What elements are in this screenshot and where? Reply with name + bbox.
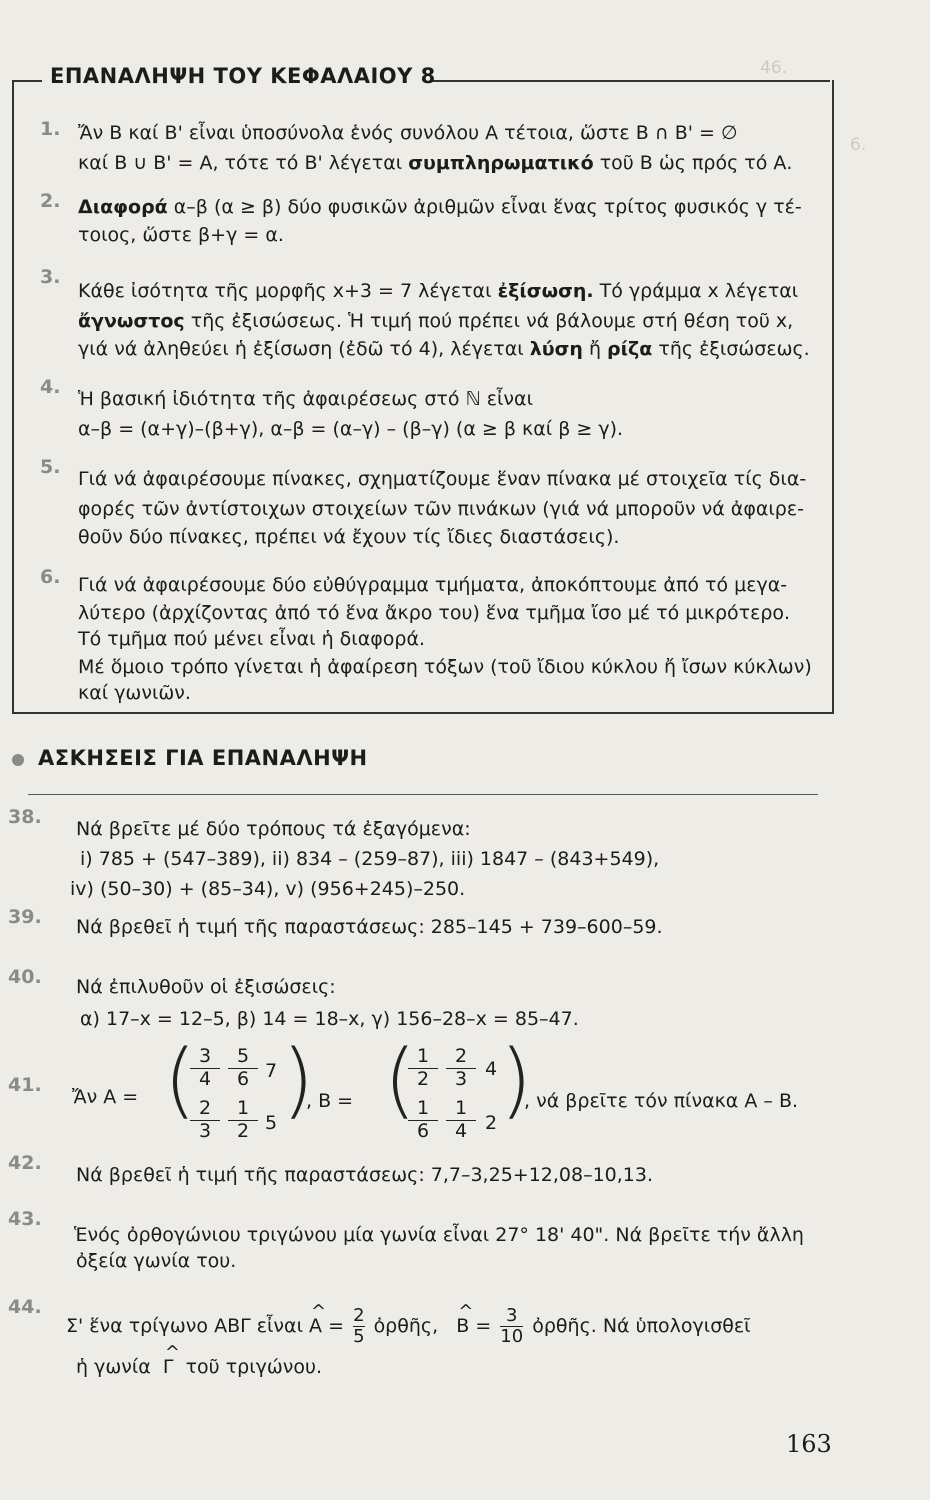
exercise-number: 38. (8, 806, 42, 828)
term-bold: λύση (529, 338, 583, 360)
exercise-number: 43. (8, 1208, 42, 1230)
matrix-a-cell (228, 1046, 258, 1091)
matrix-paren-right: ) (500, 1033, 532, 1128)
item-number: 4. (40, 376, 61, 398)
denominator: 5 (353, 1325, 365, 1347)
recap-line: Γιά νά ἀφαιρέσουμε δύο εὐθύγραμμα τμήματα, ἀποκόπτουμε ἀπό τό μεγα- (78, 574, 788, 596)
denominator: 4 (454, 1119, 468, 1142)
exercise-line: α) 17–x = 12–5, β) 14 = 18–x, γ) 156–28–x = 85–47. (80, 1008, 579, 1030)
exercise-line: Νά βρεθεῖ ἡ τιμή τῆς παραστάσεως: 7,7–3,25+12,08–10,13. (76, 1164, 654, 1186)
matrix-b-cell (446, 1046, 476, 1091)
exercise-number: 39. (8, 906, 42, 928)
exercise-line: , Β = (306, 1090, 354, 1112)
numerator: 1 (228, 1098, 258, 1121)
denominator: 10 (500, 1325, 524, 1347)
exercise-line: Ἄν Α = (72, 1086, 139, 1108)
term-bold: ἄγνωστος (78, 310, 185, 332)
matrix-paren-left: ( (164, 1033, 196, 1128)
exercise-number: 40. (8, 966, 42, 988)
matrix-a-cell (190, 1046, 220, 1091)
angle-b: ^ Β (456, 1317, 469, 1336)
matrix-b-cell (408, 1098, 438, 1143)
term-bold: Διαφορά (78, 196, 168, 218)
exercise-line: Νά βρεθεῖ ἡ τιμή τῆς παραστάσεως: 285–145 + 739–600–59. (76, 916, 663, 938)
exercise-number: 44. (8, 1296, 42, 1318)
denominator: 2 (416, 1067, 430, 1090)
text: Σ' ἕνα τρίγωνο ΑΒΓ εἶναι (66, 1314, 303, 1337)
recap-box-top-right (430, 80, 830, 82)
denominator: 6 (416, 1119, 430, 1142)
matrix-b-cell: 2 (484, 1112, 498, 1134)
item-number: 1. (40, 118, 61, 140)
recap-line: Τό τμῆμα πού μένει εἶναι ἡ διαφορά. (78, 628, 426, 650)
page-number: 163 (786, 1430, 832, 1458)
matrix-b-cell: 4 (484, 1058, 498, 1080)
text: ἡ γωνία (76, 1356, 151, 1378)
term-bold: ρίζα (607, 338, 653, 360)
text: α–β (α ≥ β) δύο φυσικῶν ἀριθμῶν εἶναι ἕνας τρίτος φυσικός γ τέ- (173, 196, 802, 218)
numerator: 1 (446, 1098, 476, 1121)
recap-title: ΕΠΑΝΑΛΗΨΗ ΤΟΥ ΚΕΦΑΛΑΙΟΥ 8 (50, 64, 436, 88)
text: ἤ (588, 338, 601, 360)
exercise-line: i) 785 + (547–389), ii) 834 – (259–87), iii) 1847 – (843+549), (80, 848, 660, 870)
item-number: 5. (40, 456, 61, 478)
numerator: 3 (506, 1305, 518, 1326)
text: γιά νά ἀληθεύει ἡ ἐξίσωση (ἐδῶ τό 4), λέγεται (78, 338, 524, 360)
recap-line: θοῦν δύο πίνακες, πρέπει νά ἔχουν τίς ἴδιες διαστάσεις). (78, 526, 620, 548)
denominator: 4 (198, 1067, 212, 1090)
equals: = (328, 1314, 345, 1337)
numerator: 1 (408, 1098, 438, 1121)
numerator: 2 (190, 1098, 220, 1121)
exercise-line (66, 1306, 751, 1347)
denominator: 3 (454, 1067, 468, 1090)
item-number: 6. (40, 566, 61, 588)
text: τοῦ Β ὡς πρός τό Α. (599, 152, 793, 174)
matrix-a-cell (190, 1098, 220, 1143)
exercise-line: , νά βρεῖτε τόν πίνακα Α – Β. (524, 1090, 799, 1112)
divider (28, 794, 818, 795)
text: ὀρθῆς, (373, 1314, 439, 1337)
exercise-line: Νά βρεῖτε μέ δύο τρόπους τά ἐξαγόμενα: (76, 818, 471, 840)
bleed-through-text: 6. (850, 135, 867, 155)
recap-line: Ἄν Β καί Β' εἶναι ὑποσύνολα ἑνός συνόλου Α τέτοια, ὥστε Β ∩ Β' = ∅ (78, 122, 738, 144)
matrix-a-cell: 7 (264, 1060, 278, 1082)
denominator: 3 (198, 1119, 212, 1142)
matrix-b-cell (446, 1098, 476, 1143)
item-number: 3. (40, 266, 61, 288)
recap-line (78, 198, 802, 217)
recap-line: Ἡ βασική ἰδιότητα τῆς ἀφαιρέσεως στό ℕ εἶναι (78, 388, 533, 410)
equals: = (475, 1314, 492, 1337)
term-bold: συμπληρωματικό (408, 152, 594, 174)
exercise-number: 42. (8, 1152, 42, 1174)
exercises-title: ΑΣΚΗΣΕΙΣ ΓΙΑ ΕΠΑΝΑΛΗΨΗ (38, 746, 368, 770)
matrix-paren-right: ) (282, 1033, 314, 1128)
text: τῆς ἐξισώσεως. (658, 338, 810, 360)
recap-line: Γιά νά ἀφαιρέσουμε πίνακες, σχηματίζουμε ἕναν πίνακα μέ στοιχεῖα τίς δια- (78, 468, 807, 490)
recap-line (78, 312, 793, 331)
text: καί Β ∪ Β' = Α, τότε τό Β' λέγεται (78, 152, 403, 174)
exercise-line: iv) (50–30) + (85–34), v) (956+245)–250. (70, 878, 466, 900)
numerator: 2 (353, 1305, 365, 1326)
exercise-line: Νά ἐπιλυθοῦν οἱ ἐξισώσεις: (76, 976, 336, 998)
recap-line: τοιος, ὥστε β+γ = α. (78, 224, 284, 246)
recap-line (78, 282, 798, 301)
matrix-paren-left: ( (384, 1033, 416, 1128)
numerator: 2 (446, 1046, 476, 1069)
text: τῆς ἐξισώσεως. Ἡ τιμή πού πρέπει νά βάλουμε στή θέση τοῦ x, (190, 310, 794, 332)
matrix-b-cell (408, 1046, 438, 1091)
recap-line: καί γωνιῶν. (78, 682, 191, 704)
matrix-a-cell (228, 1098, 258, 1143)
exercise-line: ὀξεία γωνία του. (76, 1250, 237, 1272)
recap-line: Μέ ὅμοιο τρόπο γίνεται ἡ ἀφαίρεση τόξων (τοῦ ἴδιου κύκλου ἤ ἴσων κύκλων) (78, 656, 812, 678)
denominator: 6 (236, 1067, 250, 1090)
angle-g: ^ Γ (163, 1358, 174, 1377)
text: ὀρθῆς. Νά ὑπολογισθεῖ (532, 1314, 751, 1337)
text: τοῦ τριγώνου. (185, 1356, 323, 1378)
numerator: 1 (408, 1046, 438, 1069)
text: Τό γράμμα x λέγεται (599, 280, 799, 302)
recap-box-top-left (12, 80, 42, 82)
bleed-through-text: 46. (760, 58, 788, 78)
denominator: 2 (236, 1119, 250, 1142)
matrix-a-cell: 5 (264, 1112, 278, 1134)
bullet-icon (12, 754, 24, 766)
recap-line: λύτερο (ἀρχίζοντας ἀπό τό ἕνα ἄκρο του) ἕνα τμῆμα ἴσο μέ τό μικρότερο. (78, 602, 791, 624)
fraction (353, 1306, 364, 1347)
exercise-line: Ἑνός ὀρθογώνιου τριγώνου μία γωνία εἶναι 27° 18' 40". Νά βρεῖτε τήν ἄλλη (74, 1224, 804, 1246)
angle-a: ^ Α (309, 1317, 322, 1336)
recap-line (78, 154, 792, 173)
fraction (500, 1306, 523, 1347)
recap-line (78, 340, 810, 359)
numerator: 3 (190, 1046, 220, 1069)
term-bold: ἐξίσωση. (497, 280, 594, 302)
recap-line: α–β = (α+γ)–(β+γ), α–β = (α–γ) – (β–γ) (α ≥ β καί β ≥ γ). (78, 418, 624, 440)
item-number: 2. (40, 190, 61, 212)
exercise-line (76, 1358, 322, 1377)
exercise-number: 41. (8, 1074, 42, 1096)
text: Κάθε ἰσότητα τῆς μορφῆς x+3 = 7 λέγεται (78, 280, 492, 302)
numerator: 5 (228, 1046, 258, 1069)
recap-line: φορές τῶν ἀντίστοιχων στοιχείων τῶν πινάκων (γιά νά μποροῦν νά ἀφαιρε- (78, 498, 804, 520)
